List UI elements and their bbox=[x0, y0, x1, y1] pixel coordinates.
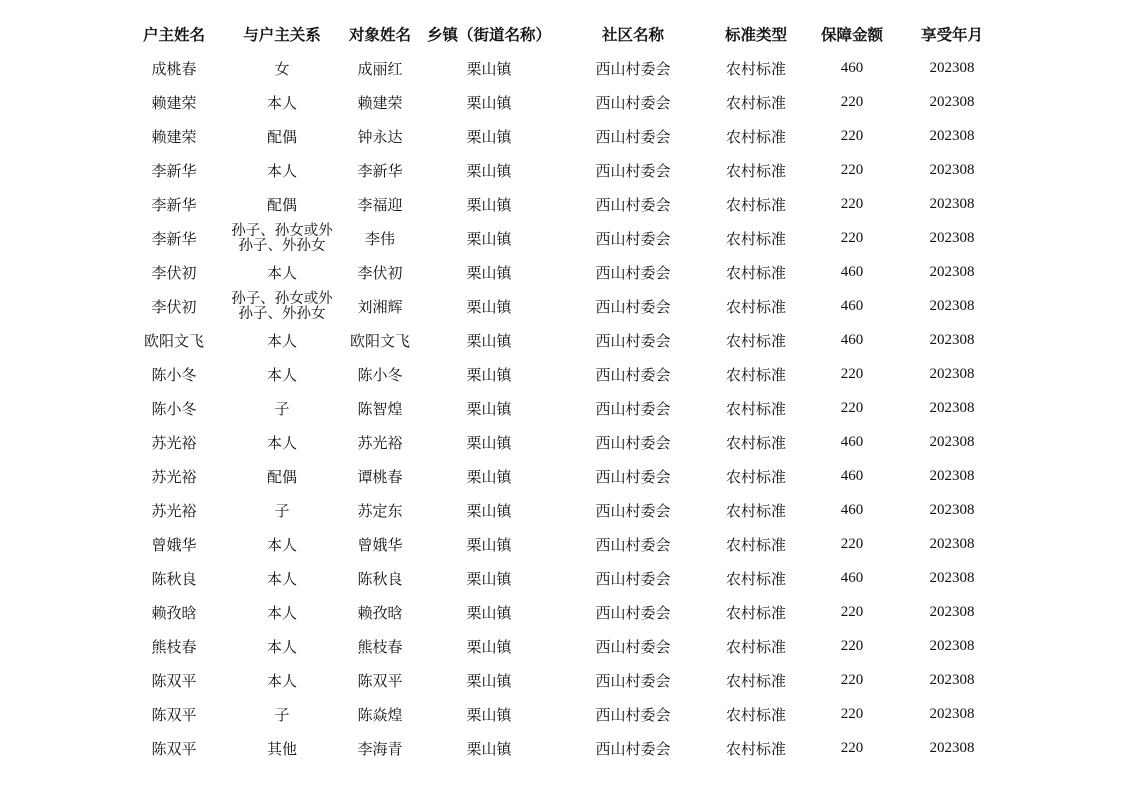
standard-type-cell: 农村标准 bbox=[725, 569, 786, 588]
relationship-cell bbox=[228, 221, 336, 255]
community-cell: 西山村委会 bbox=[595, 399, 671, 418]
table-row bbox=[120, 459, 1000, 493]
header-month: 享受年月 bbox=[920, 26, 983, 44]
township-cell: 栗山镇 bbox=[466, 535, 512, 554]
relationship-cell: 本人 bbox=[266, 637, 297, 656]
recipient-name-cell: 刘湘辉 bbox=[357, 297, 403, 316]
amount-cell: 220 bbox=[840, 603, 864, 620]
relationship-cell: 本人 bbox=[266, 161, 297, 180]
relationship-cell: 本人 bbox=[266, 331, 297, 350]
township-cell: 栗山镇 bbox=[466, 229, 512, 248]
community-cell: 西山村委会 bbox=[595, 297, 671, 316]
recipient-name-cell: 苏光裕 bbox=[357, 433, 403, 452]
recipient-name-cell: 赖孜晗 bbox=[357, 603, 403, 622]
recipient-name-cell: 李伏初 bbox=[357, 263, 403, 282]
subsidy-table bbox=[120, 17, 1000, 765]
householder-name-cell: 苏光裕 bbox=[151, 501, 197, 520]
header-amount: 保障金额 bbox=[820, 26, 883, 44]
amount-cell: 220 bbox=[840, 637, 864, 654]
standard-type-cell: 农村标准 bbox=[725, 229, 786, 248]
recipient-name-cell: 李海青 bbox=[357, 739, 403, 758]
township-cell: 栗山镇 bbox=[466, 297, 512, 316]
amount-cell: 220 bbox=[840, 93, 864, 110]
relationship-cell: 配偶 bbox=[266, 467, 297, 486]
community-cell: 西山村委会 bbox=[595, 59, 671, 78]
table-row bbox=[120, 153, 1000, 187]
month-cell: 202308 bbox=[929, 603, 975, 620]
month-cell: 202308 bbox=[929, 263, 975, 280]
householder-name-cell: 陈双平 bbox=[151, 705, 197, 724]
month-cell: 202308 bbox=[929, 569, 975, 586]
recipient-name-cell: 曾娥华 bbox=[357, 535, 403, 554]
township-cell: 栗山镇 bbox=[466, 637, 512, 656]
community-cell: 西山村委会 bbox=[595, 93, 671, 112]
recipient-name-cell: 谭桃春 bbox=[357, 467, 403, 486]
relationship-cell bbox=[228, 289, 336, 323]
table-row bbox=[120, 221, 1000, 255]
township-cell: 栗山镇 bbox=[466, 263, 512, 282]
householder-name-cell: 赖建荣 bbox=[151, 127, 197, 146]
relationship-cell: 本人 bbox=[266, 535, 297, 554]
householder-name-cell: 李新华 bbox=[151, 161, 197, 180]
recipient-name-cell: 赖建荣 bbox=[357, 93, 403, 112]
month-cell: 202308 bbox=[929, 433, 975, 450]
standard-type-cell: 农村标准 bbox=[725, 127, 786, 146]
table-row bbox=[120, 493, 1000, 527]
householder-name-cell: 陈小冬 bbox=[151, 365, 197, 384]
month-cell: 202308 bbox=[929, 331, 975, 348]
standard-type-cell: 农村标准 bbox=[725, 59, 786, 78]
table-row bbox=[120, 357, 1000, 391]
householder-name-cell: 成桃春 bbox=[151, 59, 197, 78]
community-cell: 西山村委会 bbox=[595, 569, 671, 588]
table-row bbox=[120, 425, 1000, 459]
month-cell: 202308 bbox=[929, 399, 975, 416]
month-cell: 202308 bbox=[929, 127, 975, 144]
relationship-cell: 子 bbox=[274, 399, 290, 418]
table-row bbox=[120, 629, 1000, 663]
householder-name-cell: 陈双平 bbox=[151, 739, 197, 758]
month-cell: 202308 bbox=[929, 467, 975, 484]
township-cell: 栗山镇 bbox=[466, 739, 512, 758]
table-row bbox=[120, 323, 1000, 357]
standard-type-cell: 农村标准 bbox=[725, 535, 786, 554]
table-row bbox=[120, 731, 1000, 765]
relationship-cell: 本人 bbox=[266, 569, 297, 588]
month-cell: 202308 bbox=[929, 195, 975, 212]
standard-type-cell: 农村标准 bbox=[725, 399, 786, 418]
table-body bbox=[120, 51, 1000, 765]
community-cell: 西山村委会 bbox=[595, 671, 671, 690]
relationship-cell: 本人 bbox=[266, 433, 297, 452]
township-cell: 栗山镇 bbox=[466, 331, 512, 350]
amount-cell: 220 bbox=[840, 365, 864, 382]
header-township: 乡镇（街道名称） bbox=[426, 26, 551, 44]
standard-type-cell: 农村标准 bbox=[725, 705, 786, 724]
householder-name-cell: 苏光裕 bbox=[151, 433, 197, 452]
month-cell: 202308 bbox=[929, 739, 975, 756]
standard-type-cell: 农村标准 bbox=[725, 637, 786, 656]
householder-name-cell: 苏光裕 bbox=[151, 467, 197, 486]
table-row bbox=[120, 255, 1000, 289]
standard-type-cell: 农村标准 bbox=[725, 433, 786, 452]
township-cell: 栗山镇 bbox=[466, 603, 512, 622]
householder-name-cell: 赖孜晗 bbox=[151, 603, 197, 622]
standard-type-cell: 农村标准 bbox=[725, 467, 786, 486]
month-cell: 202308 bbox=[929, 637, 975, 654]
householder-name-cell: 熊枝春 bbox=[151, 637, 197, 656]
month-cell: 202308 bbox=[929, 161, 975, 178]
recipient-name-cell: 苏定东 bbox=[357, 501, 403, 520]
table-row bbox=[120, 663, 1000, 697]
recipient-name-cell: 陈秋良 bbox=[357, 569, 403, 588]
recipient-name-cell: 陈双平 bbox=[357, 671, 403, 690]
header-standard-type: 标准类型 bbox=[724, 26, 787, 44]
householder-name-cell: 曾娥华 bbox=[151, 535, 197, 554]
month-cell: 202308 bbox=[929, 705, 975, 722]
relationship-cell: 子 bbox=[274, 501, 290, 520]
township-cell: 栗山镇 bbox=[466, 705, 512, 724]
community-cell: 西山村委会 bbox=[595, 229, 671, 248]
month-cell: 202308 bbox=[929, 535, 975, 552]
relationship-cell: 本人 bbox=[266, 603, 297, 622]
amount-cell: 460 bbox=[840, 297, 864, 314]
table-row bbox=[120, 527, 1000, 561]
recipient-name-cell: 钟永达 bbox=[357, 127, 403, 146]
month-cell: 202308 bbox=[929, 297, 975, 314]
amount-cell: 460 bbox=[840, 501, 864, 518]
community-cell: 西山村委会 bbox=[595, 739, 671, 758]
table-row bbox=[120, 85, 1000, 119]
recipient-name-cell: 李伟 bbox=[364, 229, 395, 248]
recipient-name-cell: 陈小冬 bbox=[357, 365, 403, 384]
community-cell: 西山村委会 bbox=[595, 127, 671, 146]
month-cell: 202308 bbox=[929, 501, 975, 518]
relationship-cell: 本人 bbox=[266, 93, 297, 112]
amount-cell: 220 bbox=[840, 195, 864, 212]
township-cell: 栗山镇 bbox=[466, 127, 512, 146]
amount-cell: 220 bbox=[840, 127, 864, 144]
amount-cell: 220 bbox=[840, 671, 864, 688]
recipient-name-cell: 陈焱煌 bbox=[357, 705, 403, 724]
standard-type-cell: 农村标准 bbox=[725, 501, 786, 520]
community-cell: 西山村委会 bbox=[595, 161, 671, 180]
month-cell: 202308 bbox=[929, 59, 975, 76]
relationship-cell: 其他 bbox=[266, 739, 297, 758]
community-cell: 西山村委会 bbox=[595, 433, 671, 452]
township-cell: 栗山镇 bbox=[466, 195, 512, 214]
recipient-name-cell: 李福迎 bbox=[357, 195, 403, 214]
month-cell: 202308 bbox=[929, 671, 975, 688]
relationship-cell: 本人 bbox=[266, 263, 297, 282]
table-row bbox=[120, 595, 1000, 629]
amount-cell: 460 bbox=[840, 467, 864, 484]
amount-cell: 460 bbox=[840, 59, 864, 76]
standard-type-cell: 农村标准 bbox=[725, 297, 786, 316]
householder-name-cell: 李伏初 bbox=[151, 297, 197, 316]
standard-type-cell: 农村标准 bbox=[725, 93, 786, 112]
relationship-cell: 本人 bbox=[266, 365, 297, 384]
community-cell: 西山村委会 bbox=[595, 637, 671, 656]
table-row bbox=[120, 561, 1000, 595]
standard-type-cell: 农村标准 bbox=[725, 739, 786, 758]
relationship-text: 孙子、孙女或外孙子、外孙女 bbox=[231, 223, 333, 254]
township-cell: 栗山镇 bbox=[466, 501, 512, 520]
householder-name-cell: 陈双平 bbox=[151, 671, 197, 690]
recipient-name-cell: 陈智煌 bbox=[357, 399, 403, 418]
month-cell: 202308 bbox=[929, 229, 975, 246]
township-cell: 栗山镇 bbox=[466, 161, 512, 180]
community-cell: 西山村委会 bbox=[595, 535, 671, 554]
amount-cell: 460 bbox=[840, 331, 864, 348]
township-cell: 栗山镇 bbox=[466, 433, 512, 452]
recipient-name-cell: 熊枝春 bbox=[357, 637, 403, 656]
table-row bbox=[120, 697, 1000, 731]
amount-cell: 460 bbox=[840, 433, 864, 450]
community-cell: 西山村委会 bbox=[595, 263, 671, 282]
township-cell: 栗山镇 bbox=[466, 399, 512, 418]
month-cell: 202308 bbox=[929, 365, 975, 382]
householder-name-cell: 陈小冬 bbox=[151, 399, 197, 418]
header-community: 社区名称 bbox=[601, 26, 664, 44]
community-cell: 西山村委会 bbox=[595, 501, 671, 520]
month-cell: 202308 bbox=[929, 93, 975, 110]
community-cell: 西山村委会 bbox=[595, 603, 671, 622]
householder-name-cell: 李新华 bbox=[151, 229, 197, 248]
township-cell: 栗山镇 bbox=[466, 365, 512, 384]
amount-cell: 220 bbox=[840, 161, 864, 178]
document-sheet bbox=[120, 17, 1000, 765]
amount-cell: 220 bbox=[840, 399, 864, 416]
relationship-cell: 子 bbox=[274, 705, 290, 724]
householder-name-cell: 陈秋良 bbox=[151, 569, 197, 588]
amount-cell: 220 bbox=[840, 229, 864, 246]
standard-type-cell: 农村标准 bbox=[725, 671, 786, 690]
community-cell: 西山村委会 bbox=[595, 467, 671, 486]
header-householder-name: 户主姓名 bbox=[142, 26, 205, 44]
table-header bbox=[120, 17, 1000, 51]
relationship-cell: 本人 bbox=[266, 671, 297, 690]
table-row bbox=[120, 187, 1000, 221]
header-recipient-name: 对象姓名 bbox=[348, 26, 411, 44]
standard-type-cell: 农村标准 bbox=[725, 365, 786, 384]
standard-type-cell: 农村标准 bbox=[725, 161, 786, 180]
recipient-name-cell: 欧阳文飞 bbox=[349, 331, 410, 350]
amount-cell: 460 bbox=[840, 569, 864, 586]
township-cell: 栗山镇 bbox=[466, 671, 512, 690]
householder-name-cell: 李新华 bbox=[151, 195, 197, 214]
standard-type-cell: 农村标准 bbox=[725, 331, 786, 350]
community-cell: 西山村委会 bbox=[595, 705, 671, 724]
community-cell: 西山村委会 bbox=[595, 331, 671, 350]
relationship-cell: 女 bbox=[274, 59, 290, 78]
recipient-name-cell: 李新华 bbox=[357, 161, 403, 180]
township-cell: 栗山镇 bbox=[466, 93, 512, 112]
community-cell: 西山村委会 bbox=[595, 365, 671, 384]
standard-type-cell: 农村标准 bbox=[725, 603, 786, 622]
amount-cell: 220 bbox=[840, 739, 864, 756]
community-cell: 西山村委会 bbox=[595, 195, 671, 214]
relationship-cell: 配偶 bbox=[266, 195, 297, 214]
householder-name-cell: 欧阳文飞 bbox=[143, 331, 204, 350]
township-cell: 栗山镇 bbox=[466, 59, 512, 78]
header-relationship: 与户主关系 bbox=[243, 26, 321, 44]
recipient-name-cell: 成丽红 bbox=[357, 59, 403, 78]
householder-name-cell: 李伏初 bbox=[151, 263, 197, 282]
standard-type-cell: 农村标准 bbox=[725, 195, 786, 214]
amount-cell: 460 bbox=[840, 263, 864, 280]
township-cell: 栗山镇 bbox=[466, 467, 512, 486]
amount-cell: 220 bbox=[840, 705, 864, 722]
standard-type-cell: 农村标准 bbox=[725, 263, 786, 282]
amount-cell: 220 bbox=[840, 535, 864, 552]
table-row bbox=[120, 391, 1000, 425]
householder-name-cell: 赖建荣 bbox=[151, 93, 197, 112]
header-row bbox=[120, 17, 1000, 51]
relationship-text: 孙子、孙女或外孙子、外孙女 bbox=[231, 291, 333, 322]
township-cell: 栗山镇 bbox=[466, 569, 512, 588]
relationship-cell: 配偶 bbox=[266, 127, 297, 146]
table-row bbox=[120, 289, 1000, 323]
table-row bbox=[120, 119, 1000, 153]
table-row bbox=[120, 51, 1000, 85]
